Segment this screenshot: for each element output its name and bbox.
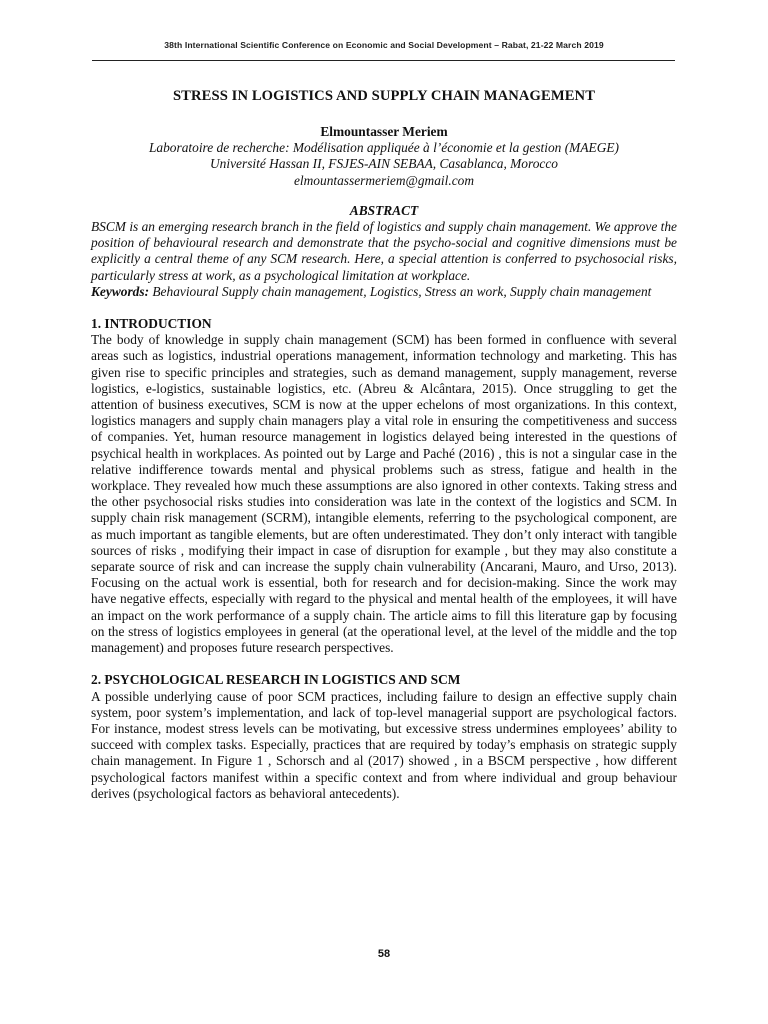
page-number: 58 — [377, 948, 391, 960]
paper-title: STRESS IN LOGISTICS AND SUPPLY CHAIN MANAGEMENT — [172, 88, 596, 104]
section-heading-psychological-research: 2. PSYCHOLOGICAL RESEARCH IN LOGISTICS AND SCM — [91, 672, 461, 688]
header-rule — [92, 60, 675, 61]
keywords — [91, 284, 677, 300]
abstract-text: BSCM is an emerging research branch in the field of logistics and supply chain management. We approve the position of behavioural research and demonstrate that the psycho-social and cognitive dimensions must be explicitly a central theme of any SCM research. Here, a special attention is conferred to psychosocial risks, particularly stress at work, as a psychological limitation at workplace. — [91, 219, 677, 283]
author-name: Elmountasser Meriem — [320, 124, 448, 139]
section-text-introduction: The body of knowledge in supply chain management (SCM) has been formed in confluence with several areas such as logistics, industrial operations management, information technology and marketing. This has given rise to specific principles and strategies, such as demand management, supply management, reverse logistics, e-logistics, sustainable logistics, etc. (Abreu & Alcântara, 2015). Once struggling to get the attention of business executives, SCM is now at the upper echelons of most organizations. In this context, logistics managers and supply chain managers play a vital role in ensuring the competitiveness and success of companies. Yet, human resource management in logistics delayed being interested in the questions of psychical health in workplaces. As pointed out by Large and Paché (2016) , this is not a singular case in the relative indifference towards mental and physical problems such as stress, fatigue and health in the workplace. They revealed how much these assumptions are also ignored in other contexts. Taking stress and the other psychosocial risks studies into consideration was late in the context of the logistics and SCM. In supply chain risk management (SCRM), intangible elements, referring to the psychological component, are as much important as tangible elements, but are often underestimated. They don’t only interact with tangible sources of risks , modifying their impact in case of disruption for example , but they may also constitute a separate source of risk and can increase the supply chain vulnerability (Ancarani, Mauro, and Urso, 2013). Focusing on the actual work is essential, both for research and for decision-making. Since the work may have negative effects, especially with regard to the physical and mental health of the employees, it will have an impact on the work performance of a supply chain. The article aims to fill this literature gap by focusing on the stress of logistics employees in general (at the operational level, at the level of the middle and the top management) and proposes future research perspectives. — [91, 332, 677, 656]
conference-header: 38th International Scientific Conference on Economic and Social Development – Rabat, 21-22 March 2019 — [164, 40, 604, 50]
abstract-heading: ABSTRACT — [349, 202, 419, 218]
keywords-label: Keywords: — [91, 283, 150, 299]
affiliation-university: Université Hassan II, FSJES-AIN SEBAA, Casablanca, Morocco — [210, 156, 558, 172]
author-email: elmountassermeriem@gmail.com — [293, 172, 475, 188]
keywords-text: Behavioural Supply chain management, Logistics, Stress an work, Supply chain management — [149, 283, 652, 299]
page-content — [91, 88, 677, 802]
section-heading-introduction: 1. INTRODUCTION — [91, 316, 212, 332]
section-text-psychological-research: A possible underlying cause of poor SCM practices, including failure to design an effective supply chain system, poor system’s implementation, and lack of top-level managerial support are psychological factors. For instance, modest stress levels can be motivating, but excessive stress undermines employees’ ability to succeed with complex tasks. Especially, practices that are required by today’s emphasis on strategic supply chain management. In Figure 1 , Schorsch and al (2017) showed , in a BSCM perspective , how different psychological factors manifest within a specific context and from where individual and group behaviour derives (psychological factors as behavioral antecedents). — [91, 688, 677, 801]
affiliation-lab: Laboratoire de recherche: Modélisation appliquée à l’économie et la gestion (MAEGE) — [148, 140, 620, 156]
